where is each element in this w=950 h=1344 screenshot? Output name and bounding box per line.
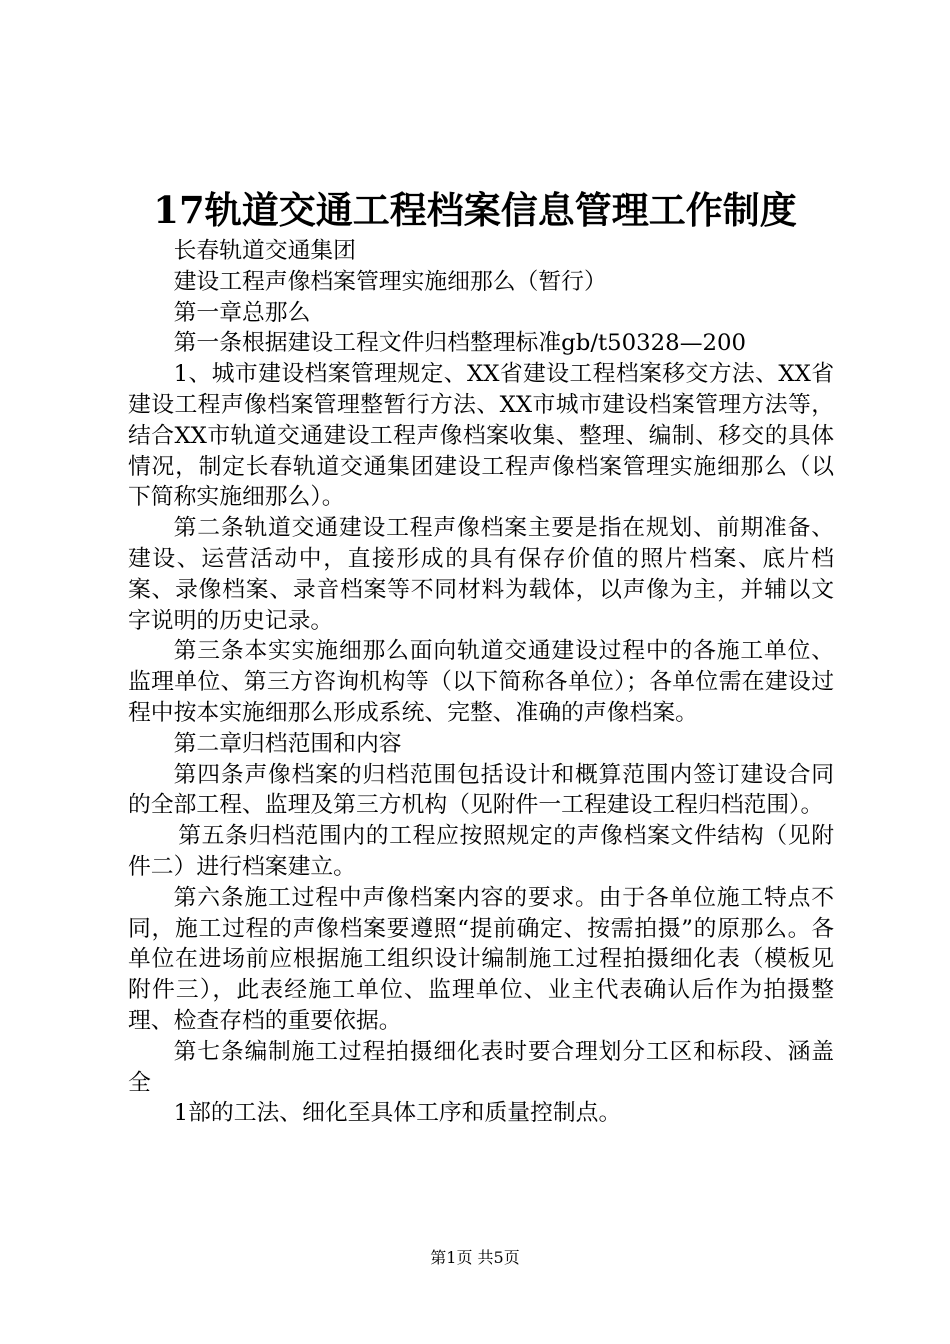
- paragraph-chapter-1: 第一章总那么: [173, 299, 311, 326]
- paragraph-organization: 长春轨道交通集团: [173, 238, 356, 264]
- paragraph-chapter-2: 第二章归档范围和内容: [173, 730, 402, 757]
- paragraph-subtitle: 建设工程声像档案管理实施细那么（暂行）: [173, 268, 607, 295]
- page-footer: 第1页 共5页: [430, 1248, 520, 1267]
- document-body: [128, 236, 834, 1129]
- paragraph-article-7-continued: 1部的工法、细化至具体工序和质量控制点。: [173, 1100, 622, 1127]
- paragraph-article-1: 第一条根据建设工程文件归档整理标准gb/t50328—200: [173, 330, 746, 357]
- document-title: 17轨道交通工程档案信息管理工作制度: [153, 188, 797, 232]
- paragraph-article-1-continued: 1、城市建设档案管理规定、XX省建设工程档案移交方法、XX省建设工程声像档案管理整暂行方法、XX市城市建设档案管理方法等，结合XX市轨道交通建设工程声像档案收集、整理、编制、移交的具体情况，制定长春轨道交通集团建设工程声像档案管理实施细那么（以下简称实施细那么）。: [128, 361, 834, 511]
- paragraph-article-5: 第五条归档范围内的工程应按照规定的声像档案文件结构（见附件二）进行档案建立。: [128, 823, 834, 880]
- paragraph-article-4: 第四条声像档案的归档范围包括设计和概算范围内签订建设合同的全部工程、监理及第三方机构（见附件一工程建设工程归档范围）。: [128, 761, 834, 819]
- paragraph-article-2: 第二条轨道交通建设工程声像档案主要是指在规划、前期准备、建设、运营活动中，直接形成的具有保存价值的照片档案、底片档案、录像档案、录音档案等不同材料为载体，以声像为主，并辅以文字说明的历史记录。: [128, 515, 834, 634]
- paragraph-article-7: 第七条编制施工过程拍摄细化表时要合理划分工区和标段、涵盖全: [128, 1038, 834, 1096]
- paragraph-article-3: 第三条本实实施细那么面向轨道交通建设过程中的各施工单位、监理单位、第三方咨询机构等（以下简称各单位）；各单位需在建设过程中按本实施细那么形成系统、完整、准确的声像档案。: [128, 638, 834, 726]
- paragraph-article-6: 第六条施工过程中声像档案内容的要求。由于各单位施工特点不同，施工过程的声像档案要遵照“提前确定、按需拍摄”的原那么。各单位在进场前应根据施工组织设计编制施工过程拍摄细化表（模板见附件三），此表经施工单位、监理单位、业主代表确认后作为拍摄整理、检查存档的重要依据。: [128, 884, 834, 1034]
